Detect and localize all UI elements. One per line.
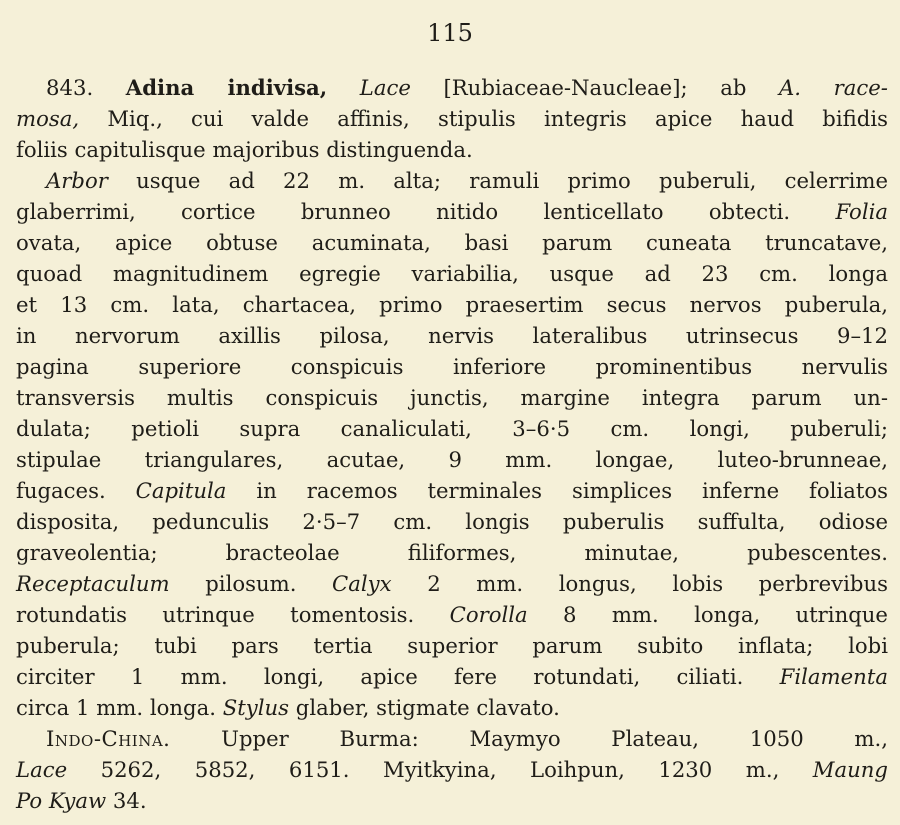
region-heading: Indo-China. — [46, 726, 171, 751]
organ-heading: Arbor — [46, 168, 108, 193]
organ-heading: Capitula — [135, 478, 227, 503]
text-line — [16, 72, 888, 103]
text-line — [16, 785, 888, 816]
description-text: glaber, stigmate clavato. — [295, 695, 560, 720]
author-name: Lace — [359, 75, 411, 100]
text-line — [16, 134, 888, 165]
description-text: glaberrimi, cortice brunneo nitido lenticellato obtecti. — [16, 199, 791, 224]
text-line: disposita, pedunculis 2·5–7 cm. longis puberulis suffulta, odiose — [16, 509, 888, 534]
text-line — [16, 165, 888, 196]
text-line: transversis multis conspicuis junctis, margine integra parum un- — [16, 385, 888, 410]
related-species: A. race- — [779, 75, 888, 100]
species-entry — [16, 72, 888, 816]
text-line: puberula; tubi pars tertia superior parum subito inflata; lobi — [16, 633, 888, 658]
collector-name: Po Kyaw — [16, 788, 107, 813]
organ-heading: Stylus — [222, 695, 290, 720]
diagnosis-text: ab — [720, 75, 747, 100]
text-line: quoad magnitudinem egregie variabilia, usque ad 23 cm. longa — [16, 261, 888, 286]
diagnosis-text: Miq., cui valde affinis, stipulis integris apice haud bifidis — [107, 106, 888, 131]
description-text: usque ad 22 m. alta; ramuli primo puberuli, celerrime — [136, 168, 888, 193]
text-line: pagina superiore conspicuis inferiore prominentibus nervulis — [16, 354, 888, 379]
text-line: dulata; petioli supra canaliculati, 3–6·5 cm. longi, puberuli; — [16, 416, 888, 441]
text-line — [16, 661, 888, 692]
collector-name: Lace — [16, 757, 68, 782]
entry-number: 843. — [46, 75, 94, 100]
text-line — [16, 196, 888, 227]
collector-name: Maung — [812, 757, 888, 782]
page-number: 115 — [427, 19, 473, 47]
text-line — [16, 723, 888, 754]
description-text: in racemos terminales simplices inferne foliatos — [256, 478, 888, 503]
text-line: ovata, apice obtuse acuminata, basi parum cuneata truncatave, — [16, 230, 888, 255]
description-text: 8 mm. longa, utrinque — [563, 602, 888, 627]
organ-heading: Receptaculum — [16, 571, 170, 596]
text-line — [16, 692, 888, 723]
description-text: circiter 1 mm. longi, apice fere rotundati, ciliati. — [16, 664, 744, 689]
species-name: Adina indivisa, — [125, 75, 328, 100]
locality-text: 5262, 5852, 6151. Myitkyina, Loihpun, 1230 m., — [100, 757, 780, 782]
text-line — [16, 754, 888, 785]
text-line: et 13 cm. lata, chartacea, primo praesertim secus nervos puberula, — [16, 292, 888, 317]
description-text: fugaces. — [16, 478, 106, 503]
text-line: graveolentia; bracteolae filiformes, minutae, pubescentes. — [16, 540, 888, 565]
organ-heading: Folia — [835, 199, 888, 224]
related-species: mosa, — [16, 106, 80, 131]
specimen-number: 34. — [112, 788, 147, 813]
description-text: 2 mm. longus, lobis perbrevibus — [427, 571, 888, 596]
locality-text: Upper Burma: Maymyo Plateau, 1050 m., — [221, 726, 888, 751]
text-line — [16, 599, 888, 630]
text-line — [16, 568, 888, 599]
text-line: in nervorum axillis pilosa, nervis lateralibus utrinsecus 9–12 — [16, 323, 888, 348]
text-line: stipulae triangulares, acutae, 9 mm. longae, luteo-brunneae, — [16, 447, 888, 472]
text-line — [16, 103, 888, 134]
description-text: pilosum. — [205, 571, 297, 596]
description-text: rotundatis utrinque tomentosis. — [16, 602, 415, 627]
description-text: circa 1 mm. longa. — [16, 695, 216, 720]
family-tribe: [Rubiaceae-Naucleae]; — [443, 75, 688, 100]
text-line — [16, 475, 888, 506]
organ-heading: Calyx — [332, 571, 392, 596]
organ-heading: Filamenta — [779, 664, 888, 689]
diagnosis-text: foliis capitulisque majoribus distinguenda. — [16, 137, 473, 162]
organ-heading: Corolla — [449, 602, 528, 627]
